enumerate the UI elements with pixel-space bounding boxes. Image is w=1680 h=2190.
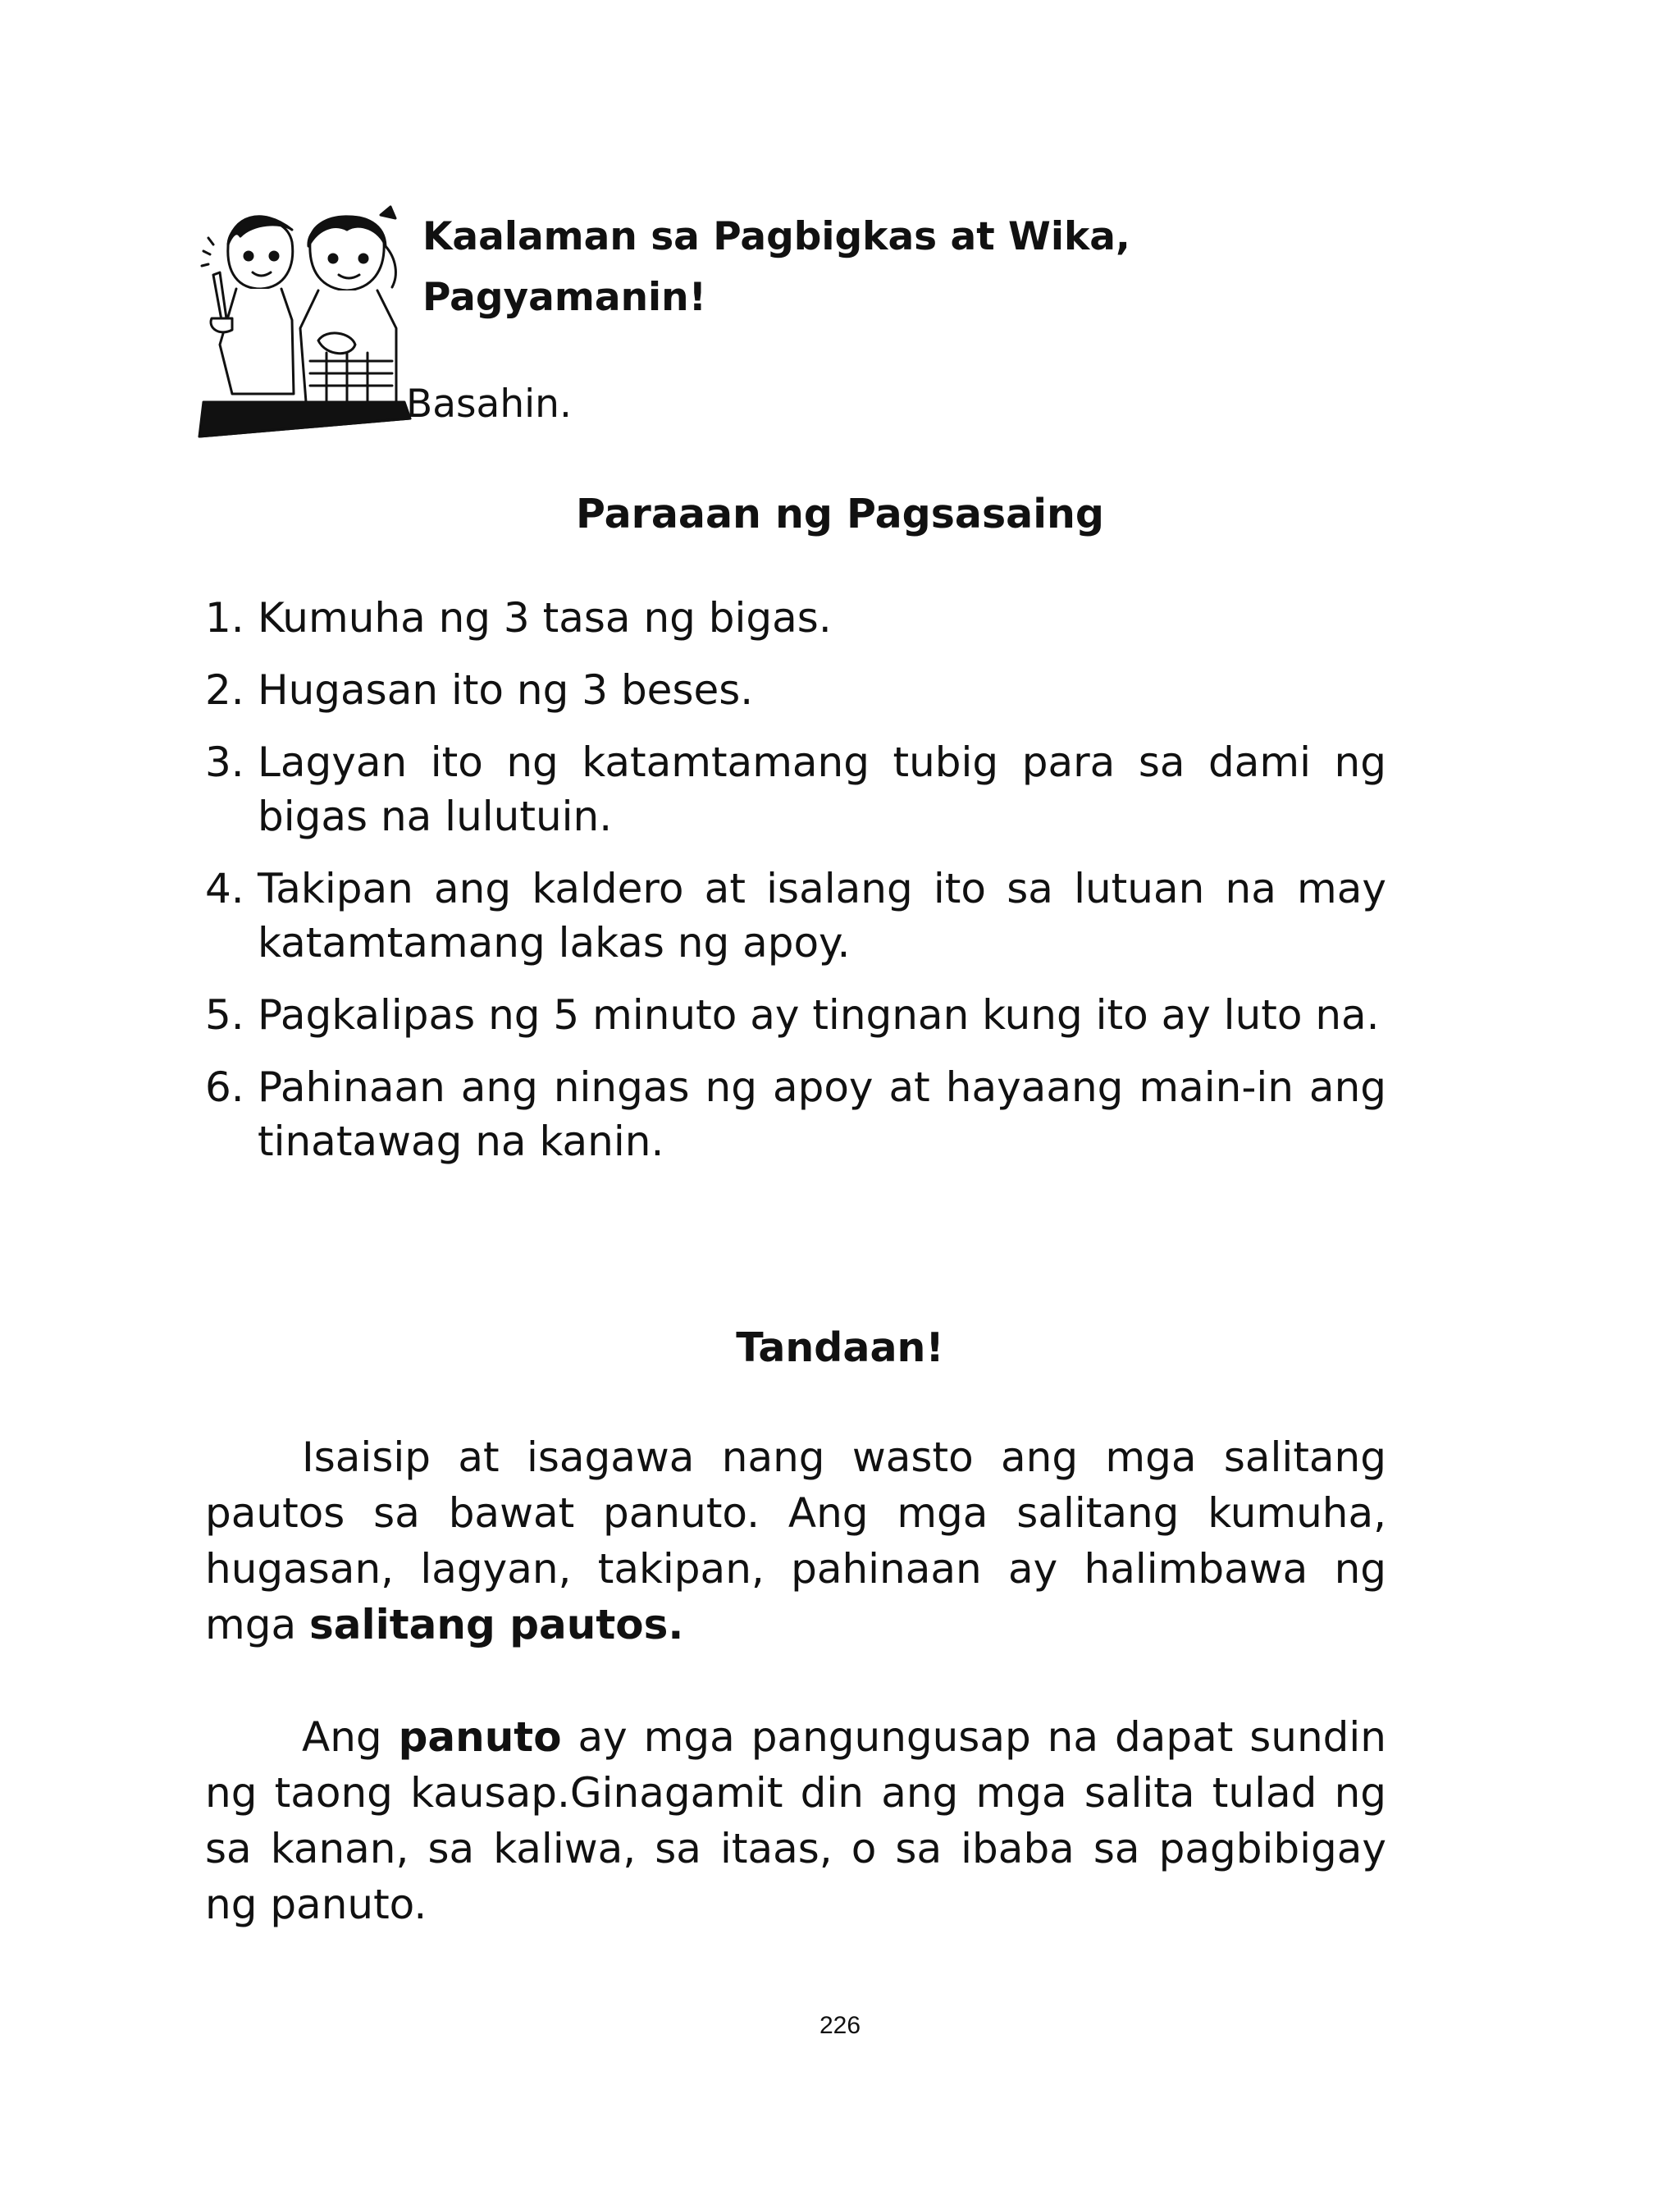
list-item	[205, 735, 1386, 844]
paragraph-text-before: Ang	[302, 1713, 399, 1761]
paragraph-commands	[205, 1429, 1386, 1653]
step-text: Lagyan ito ng katamtamang tubig para sa dami ng bigas na lulutuin.	[258, 738, 1386, 840]
instruction-text: Basahin.	[406, 382, 572, 427]
step-text: Hugasan ito ng 3 beses.	[258, 666, 754, 714]
step-number: 1.	[205, 594, 244, 642]
step-number: 6.	[205, 1063, 244, 1111]
list-item	[205, 663, 1386, 717]
paragraph-text-after: ay mga pangungusap na dapat sundin ng taong kausap.Ginagamit din ang mga salita tulad ng sa kanan, sa kaliwa, sa itaas, o sa ibaba sa pagbibigay ng panuto.	[205, 1713, 1386, 1928]
step-number: 4.	[205, 865, 244, 912]
bold-term: salitang pautos.	[308, 1601, 684, 1648]
step-text: Takipan ang kaldero at isalang ito sa lutuan na may katamtamang lakas ng apoy.	[258, 865, 1386, 967]
remember-title: Tandaan!	[736, 1324, 944, 1371]
list-item	[205, 591, 1386, 645]
steps-list	[205, 591, 1386, 1186]
section-title-line-1: Kaalaman sa Pagbigkas at Wika,	[422, 214, 1130, 259]
step-text: Pahinaan ang ningas ng apoy at hayaang main-in ang tinatawag na kanin.	[258, 1063, 1386, 1165]
paragraph-instructions	[205, 1709, 1386, 1932]
paragraph-text: Isaisip at isagawa nang wasto ang mga salitang pautos sa bawat panuto. Ang mga salitang kumuha, hugasan, lagyan, takipan, pahinaan ay halimbawa ng mga	[205, 1433, 1386, 1648]
recipe-title: Paraaan ng Pagsasaing	[576, 491, 1104, 537]
step-number: 3.	[205, 738, 244, 786]
children-illustration	[195, 197, 417, 443]
step-number: 2.	[205, 666, 244, 714]
page-number: 226	[819, 2012, 861, 2039]
bold-term: panuto	[398, 1713, 562, 1761]
step-text: Pagkalipas ng 5 minuto ay tingnan kung ito ay luto na.	[258, 991, 1380, 1039]
section-title-line-2: Pagyamanin!	[422, 275, 707, 320]
list-item	[205, 862, 1386, 970]
step-number: 5.	[205, 991, 244, 1039]
section-title	[422, 207, 1407, 328]
list-item	[205, 1060, 1386, 1168]
list-item	[205, 988, 1386, 1042]
step-text: Kumuha ng 3 tasa ng bigas.	[258, 594, 832, 642]
